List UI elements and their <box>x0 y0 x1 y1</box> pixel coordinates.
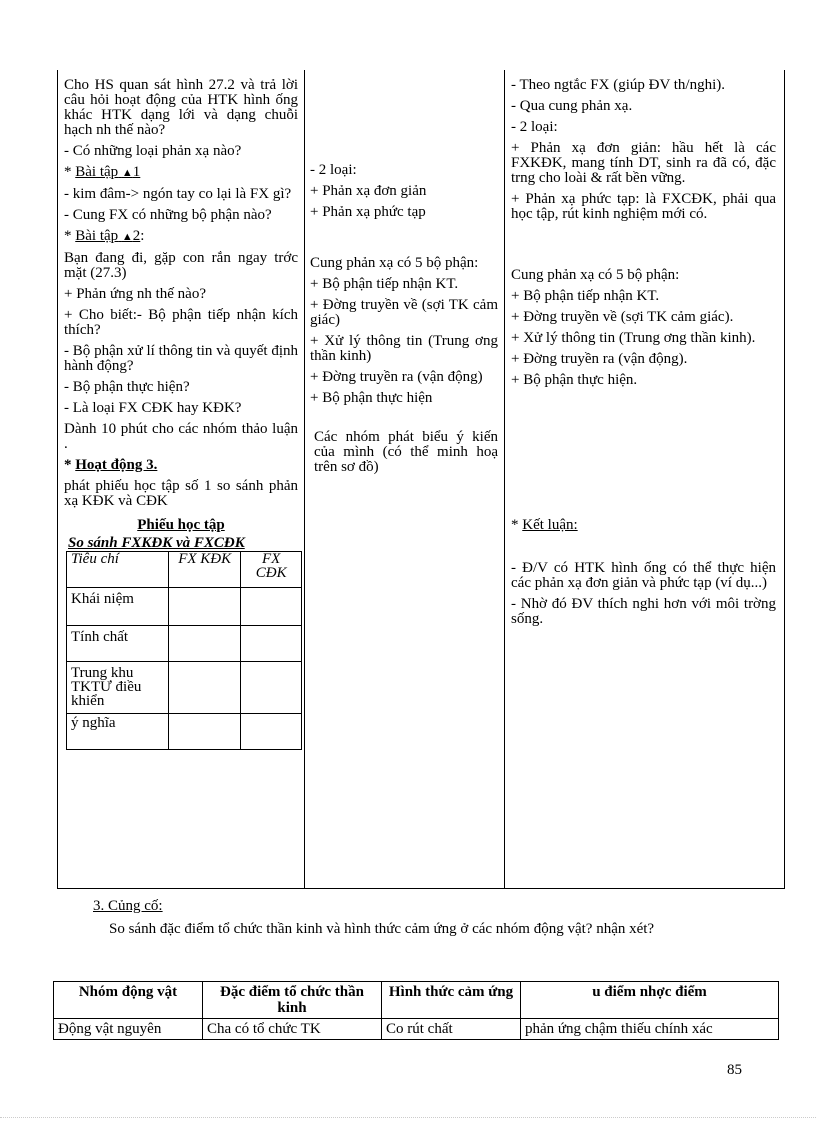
question-text: phát phiếu học tập số 1 so sánh phản xạ KĐK và CĐK <box>64 478 298 509</box>
content-column <box>504 70 784 888</box>
answer-text: - 2 loại: <box>310 162 357 178</box>
question-text: Bạn đang đi, gặp con rắn ngay trớc mặt (27.3) <box>64 250 298 281</box>
page-number: 85 <box>727 1062 742 1078</box>
table-header: Tiêu chí <box>67 552 169 588</box>
table-header: Đặc điểm tổ chức thần kinh <box>203 982 382 1019</box>
question-text: - Bộ phận xử lí thông tin và quyết định hành động? <box>64 343 298 374</box>
content-text: + Đờng truyền về (sợi TK cảm giác). <box>511 309 734 325</box>
answer-text: + Đờng truyền ra (vận động) <box>310 369 483 385</box>
table-header: FX CĐK <box>241 552 302 588</box>
question-text: - kim đâm-> ngón tay co lại là FX gì? <box>64 186 292 202</box>
answer-text: + Xử lý thông tin (Trung ơng thần kinh) <box>310 333 498 364</box>
content-text: - Đ/V có HTK hình ống có thể thực hiện các phản xạ đơn giản và phức tạp (ví dụ...) <box>511 560 776 591</box>
exercise-1-heading: * Bài tập ▲1 <box>64 164 141 180</box>
content-text: + Xử lý thông tin (Trung ơng thần kinh). <box>511 330 756 346</box>
question-text: - Là loại FX CĐK hay KĐK? <box>64 400 242 416</box>
table-header: Nhóm động vật <box>54 982 203 1019</box>
content-text: + Đờng truyền ra (vận động). <box>511 351 688 367</box>
section-text: So sánh đặc điểm tổ chức thần kinh và hình thức cảm ứng ở các nhóm động vật? nhận xét? <box>109 921 655 937</box>
content-text: + Phản xạ đơn giản: hầu hết là các FXKĐK, mang tính DT, sinh ra đã có, đặc trng cho loài & rất bền vững. <box>511 140 776 186</box>
worksheet-table <box>66 551 302 750</box>
answer-text: + Bộ phận thực hiện <box>310 390 433 406</box>
answer-text: + Bộ phận tiếp nhận KT. <box>310 276 459 292</box>
content-text: Cung phản xạ có 5 bộ phận: <box>511 267 680 283</box>
question-text: + Cho biết:- Bộ phận tiếp nhận kích thích? <box>64 307 298 338</box>
worksheet-subtitle: So sánh FXKĐK và FXCĐK <box>68 535 245 551</box>
answer-text: Cung phản xạ có 5 bộ phận: <box>310 255 479 271</box>
answer-text: + Phản xạ phức tạp <box>310 204 426 220</box>
exercise-label: Bài tập ▲2 <box>75 228 141 244</box>
answer-text: Các nhóm phát biểu ý kiến của mình (có thể minh hoạ trên sơ đồ) <box>314 429 498 475</box>
exercise-2-heading: * Bài tập ▲2: <box>64 228 145 244</box>
student-activity-column <box>304 70 504 888</box>
content-text: - 2 loại: <box>511 119 558 135</box>
answer-text: + Đờng truyền về (sợi TK cảm giác) <box>310 297 498 328</box>
question-text: Cho HS quan sát hình 27.2 và trả lời câu hỏi hoạt động của HTK hình ống khác HTK dạng lới và dạng chuỗi hạch nh thế nào? <box>64 77 298 138</box>
content-text: - Nhờ đó ĐV thích nghi hơn với môi trờng sống. <box>511 596 776 627</box>
content-text: - Theo ngtắc FX (giúp ĐV th/nghi). <box>511 77 726 93</box>
table-cell: Khái niệm <box>67 588 169 626</box>
comparison-table <box>53 981 779 1040</box>
content-text: + Bộ phận thực hiện. <box>511 372 638 388</box>
activity-3-heading: * Hoạt động 3. <box>64 457 158 473</box>
answer-text: + Phản xạ đơn giản <box>310 183 427 199</box>
question-text: - Bộ phận thực hiện? <box>64 379 190 395</box>
table-cell: Cha có tổ chức TK <box>203 1019 382 1040</box>
table-cell: Trung khu TKTƯ điều khiển <box>67 662 169 714</box>
table-cell: Tính chất <box>67 626 169 662</box>
table-cell: phản ứng chậm thiếu chính xác <box>521 1019 779 1040</box>
table-cell: ý nghĩa <box>67 714 169 750</box>
triangle-icon: ▲ <box>121 167 133 179</box>
section-title: 3. Củng cố: <box>93 898 163 914</box>
question-text: Dành 10 phút cho các nhóm thảo luận . <box>64 421 298 452</box>
worksheet-title: Phiếu học tập <box>137 517 225 533</box>
table-cell: Động vật nguyên <box>54 1019 203 1040</box>
teacher-activity-column <box>58 70 304 888</box>
question-text: - Cung FX có những bộ phận nào? <box>64 207 272 223</box>
question-text: - Có những loại phản xạ nào? <box>64 143 242 159</box>
table-header: FX KĐK <box>169 552 241 588</box>
triangle-icon: ▲ <box>121 231 133 243</box>
conclusion-heading: * Kết luận: <box>511 517 578 533</box>
content-text: + Phản xạ phức tạp: là FXCĐK, phải qua học tập, rút kinh nghiệm mới có. <box>511 191 776 222</box>
question-text: + Phản ứng nh thế nào? <box>64 286 206 302</box>
lesson-table <box>57 70 785 889</box>
table-header: u điểm nhợc điểm <box>521 982 779 1019</box>
content-text: - Qua cung phản xạ. <box>511 98 633 114</box>
table-header: Hình thức cảm ứng <box>382 982 521 1019</box>
exercise-label: Bài tập ▲1 <box>75 164 141 180</box>
page-divider <box>0 1117 816 1118</box>
content-text: + Bộ phận tiếp nhận KT. <box>511 288 660 304</box>
table-cell: Co rút chất <box>382 1019 521 1040</box>
